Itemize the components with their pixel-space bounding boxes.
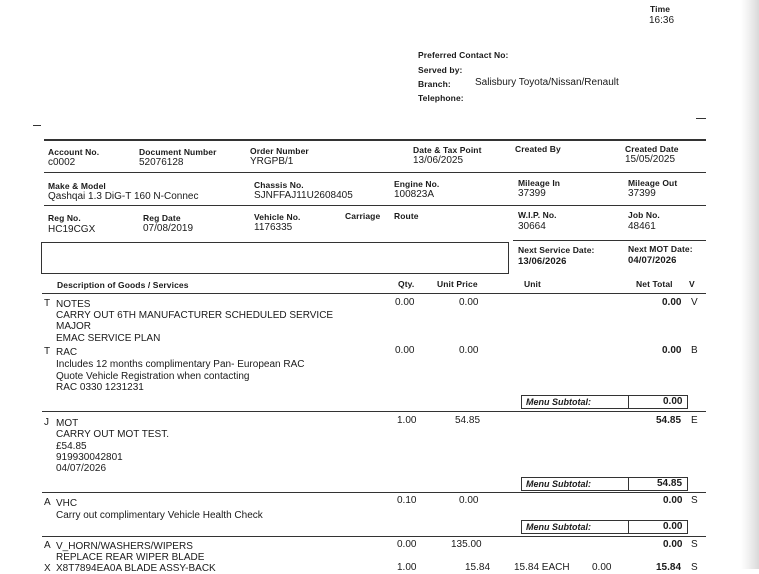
line-code: A: [44, 497, 51, 508]
vehicle-label: Vehicle No.: [254, 212, 301, 222]
line-code: J: [44, 417, 49, 428]
line-price: 135.00: [451, 539, 482, 550]
reg-value: HC19CGX: [48, 224, 96, 235]
branch-label: Branch:: [418, 79, 451, 89]
line-description: V_HORN/WASHERS/WIPERS: [56, 541, 193, 552]
col-unit: Unit: [524, 279, 541, 289]
col-description: Description of Goods / Services: [57, 280, 189, 290]
row1-rule: [44, 172, 706, 173]
engine-label: Engine No.: [394, 179, 440, 189]
engine-value: 100823A: [394, 189, 435, 200]
line-qty: 0.00: [397, 539, 417, 550]
job-label: Job No.: [628, 210, 660, 220]
wip-label: W.I.P. No.: [518, 210, 557, 220]
preferred-contact-label: Preferred Contact No:: [418, 50, 509, 60]
created-date-label: Created Date: [625, 144, 679, 154]
line-description: EMAC SERVICE PLAN: [56, 333, 161, 344]
section-rule: [42, 492, 706, 493]
next-service-value: 13/06/2026: [518, 256, 567, 267]
served-by-label: Served by:: [418, 65, 463, 75]
mileage-out-label: Mileage Out: [628, 178, 678, 188]
menu-subtotal-value: 54.85: [657, 478, 683, 489]
order-label: Order Number: [250, 146, 309, 156]
line-total: 0.00: [662, 297, 682, 308]
mileage-in-value: 37399: [518, 188, 546, 199]
time-label: Time: [650, 4, 671, 14]
menu-subtotal-label: Menu Subtotal:: [526, 479, 591, 489]
line-vat: V: [691, 297, 698, 308]
line-qty: 0.00: [395, 297, 415, 308]
line-vat: S: [691, 539, 698, 550]
line-qty: 0.00: [395, 345, 415, 356]
document-value: 52076128: [139, 157, 184, 168]
reg-label: Reg No.: [48, 213, 81, 223]
section-rule: [42, 536, 706, 537]
order-value: YRGPB/1: [250, 156, 294, 167]
line-total: 0.00: [663, 495, 683, 506]
row2-rule: [44, 205, 706, 206]
table-header-rule: [42, 293, 706, 294]
line-price: 54.85: [455, 415, 481, 426]
chassis-value: SJNFFAJ11U2608405: [254, 190, 353, 201]
line-description: 04/07/2026: [56, 463, 107, 474]
line-description: Quote Vehicle Registration when contacting: [56, 371, 250, 382]
col-unit-price: Unit Price: [437, 279, 478, 289]
line-vat: B: [691, 345, 698, 356]
make-label: Make & Model: [48, 181, 106, 191]
next-mot-label: Next MOT Date:: [628, 244, 693, 254]
line-vat: S: [691, 562, 698, 573]
line-code: A: [44, 540, 51, 551]
line-vat: E: [691, 415, 698, 426]
line-price: 0.00: [459, 345, 479, 356]
notes-box: [41, 242, 509, 274]
line-total: 15.84: [656, 562, 682, 573]
line-code: T: [44, 346, 51, 357]
line-qty: 0.10: [397, 495, 417, 506]
line-vat: S: [691, 495, 698, 506]
line-code: T: [44, 298, 51, 309]
section-rule: [42, 411, 706, 412]
date-label: Date & Tax Point: [413, 145, 482, 155]
account-label: Account No.: [48, 147, 100, 157]
chassis-label: Chassis No.: [254, 180, 304, 190]
col-net-total: Net Total: [636, 279, 673, 289]
reg-date-label: Reg Date: [143, 213, 181, 223]
next-mot-value: 04/07/2026: [628, 255, 677, 266]
line-description: X8T7894EA0A BLADE ASSY-BACK: [56, 563, 216, 574]
line-description: RAC 0330 1231231: [56, 382, 144, 393]
line-description: Includes 12 months complimentary Pan- European RAC: [56, 359, 305, 370]
col-qty: Qty.: [398, 279, 415, 289]
page-edge-shadow: [741, 0, 759, 569]
line-description: CARRY OUT 6TH MANUFACTURER SCHEDULED SERVICE: [56, 310, 334, 321]
line-code: X: [44, 563, 51, 574]
margin-tick-right: [696, 118, 706, 119]
make-value: Qashqai 1.3 DiG-T 160 N-Connec: [48, 191, 199, 202]
line-unit: 15.84 EACH: [514, 562, 570, 573]
line-qty: 1.00: [397, 562, 417, 573]
mileage-out-value: 37399: [628, 188, 656, 199]
col-v: V: [689, 279, 695, 289]
line-qty: 1.00: [397, 415, 417, 426]
account-value: c0002: [48, 157, 76, 168]
menu-subtotal-value: 0.00: [663, 396, 683, 407]
time-value: 16:36: [649, 15, 675, 26]
menu-subtotal-label: Menu Subtotal:: [526, 522, 591, 532]
document-label: Document Number: [139, 147, 217, 157]
line-description: REPLACE REAR WIPER BLADE: [56, 552, 205, 563]
menu-subtotal-value: 0.00: [663, 521, 683, 532]
date-value: 13/06/2025: [413, 155, 464, 166]
header-top-rule: [44, 139, 706, 141]
mileage-in-label: Mileage In: [518, 178, 561, 188]
line-description: MAJOR: [56, 321, 91, 332]
line-price: 15.84: [465, 562, 491, 573]
line-description: CARRY OUT MOT TEST.: [56, 429, 169, 440]
line-price: 0.00: [459, 297, 479, 308]
created-by-label: Created By: [515, 144, 561, 154]
line-description: RAC: [56, 347, 78, 358]
line-description: MOT: [56, 418, 79, 429]
line-price: 0.00: [459, 495, 479, 506]
line-description: Carry out complimentary Vehicle Health Check: [56, 510, 263, 521]
line-description: 919930042801: [56, 452, 123, 463]
wip-value: 30664: [518, 221, 546, 232]
line-total: 0.00: [663, 539, 683, 550]
service-top-rule: [513, 240, 706, 241]
subtotal-divider: [628, 477, 629, 491]
line-unit-discount: 0.00: [592, 562, 612, 573]
line-total: 54.85: [656, 415, 682, 426]
created-date-value: 15/05/2025: [625, 154, 676, 165]
line-description: NOTES: [56, 299, 91, 310]
branch-value: Salisbury Toyota/Nissan/Renault: [475, 77, 619, 88]
line-description: £54.85: [56, 441, 87, 452]
job-value: 48461: [628, 221, 656, 232]
reg-date-value: 07/08/2019: [143, 223, 194, 234]
vehicle-value: 1176335: [254, 222, 293, 233]
telephone-label: Telephone:: [418, 93, 464, 103]
line-total: 0.00: [662, 345, 682, 356]
margin-tick: [33, 125, 41, 126]
subtotal-divider: [628, 520, 629, 534]
route-label: Route: [394, 211, 419, 221]
line-description: VHC: [56, 498, 78, 509]
next-service-label: Next Service Date:: [518, 245, 595, 255]
carriage-label: Carriage: [345, 211, 381, 221]
subtotal-divider: [628, 395, 629, 409]
menu-subtotal-label: Menu Subtotal:: [526, 397, 591, 407]
